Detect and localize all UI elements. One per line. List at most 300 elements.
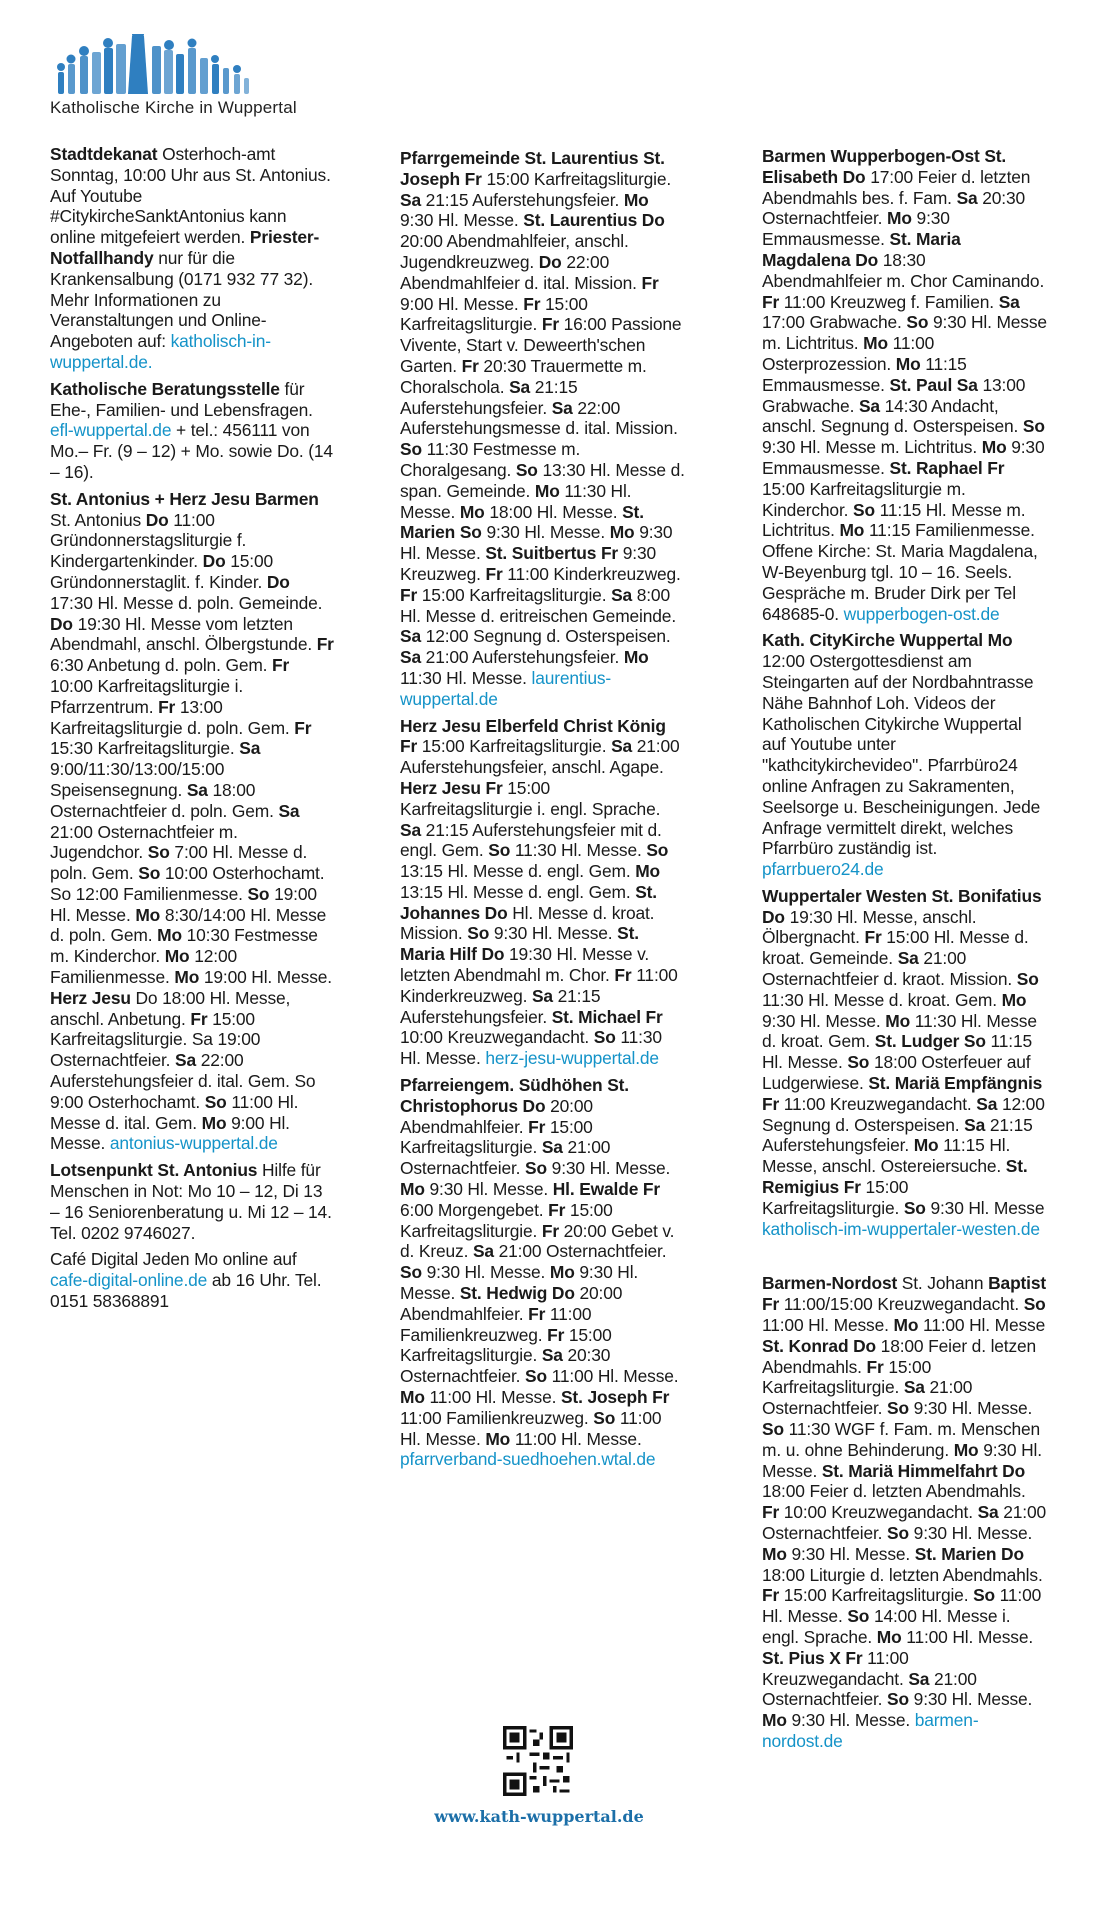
day-or-church-label: So — [906, 312, 929, 333]
schedule-text: 9:30 Hl. Messe. — [481, 522, 610, 543]
schedule-text: 11:30 Hl. Messe d. kroat. Gem. — [762, 989, 1002, 1010]
schedule-text: 21:00 Osternachtfeier. — [762, 1502, 1046, 1543]
schedule-text: 11:30 Festmesse m. Choralgesang. — [400, 439, 581, 480]
day-or-church-label: So — [525, 1158, 547, 1179]
schedule-text: ab 16 Uhr. Tel. 0151 58368891 — [50, 1270, 322, 1312]
parish-block — [400, 148, 685, 710]
parish-block — [400, 1075, 685, 1470]
schedule-text: 21:00 Osternachtfeier. — [493, 1241, 667, 1262]
church-figures-logo-icon — [48, 34, 318, 96]
parish-block — [762, 886, 1047, 1240]
website-link[interactable]: pfarrbuero24.de — [762, 859, 884, 880]
parish-heading: Katholische Beratungsstelle — [50, 378, 280, 399]
day-or-church-label: Mo — [893, 1315, 919, 1336]
day-or-church-label: Fr — [528, 1116, 546, 1137]
day-or-church-label: Fr — [294, 717, 312, 738]
day-or-church-label: St. Paul Sa — [889, 374, 978, 395]
day-or-church-label: So — [593, 1407, 616, 1428]
schedule-text: 11:30 Hl. Messe. — [400, 1027, 662, 1069]
day-or-church-label: Sa — [541, 1137, 563, 1158]
schedule-text: 18:00 Feier d. letzen Abendmahls. — [762, 1335, 1037, 1377]
schedule-text: Café Digital Jeden Mo online auf — [50, 1249, 297, 1270]
schedule-text: 12:00 Familienmesse. — [50, 946, 237, 988]
schedule-text: 9:30 Hl. Messe. — [786, 1543, 915, 1564]
day-or-church-label: So — [400, 439, 422, 460]
schedule-text: nur für die Krankensalbung (0171 932 77 32). Mehr Informationen zu Veranstaltungen und Online-Angeboten auf: — [50, 247, 314, 352]
day-or-church-label: Sa — [977, 1502, 999, 1523]
day-or-church-label: Sa — [858, 395, 880, 416]
day-or-church-label: St. Michael Fr — [551, 1006, 663, 1027]
schedule-text: 11:00 Kreuzwegandacht. — [779, 1093, 977, 1114]
day-or-church-label: Mo — [609, 522, 635, 543]
schedule-text: 11:00 Familienkreuzweg. — [400, 1303, 592, 1345]
schedule-text: 11:00 Kreuzwegandacht. — [762, 1647, 909, 1689]
parish-block — [762, 1273, 1047, 1751]
schedule-text: 15:00 Gründonnerstaglit. f. Kinder. — [50, 551, 273, 592]
schedule-text: 22:00 Auferstehungsfeier d. ital. Gem. So 9:00 Osterhochamt. — [50, 1050, 316, 1112]
schedule-text: 11:00 Kinderkreuzweg. — [502, 563, 681, 584]
day-or-church-label: St. Marien Do — [914, 1543, 1024, 1564]
day-or-church-label: Mo — [895, 353, 921, 374]
day-or-church-label: Mo — [623, 189, 649, 210]
schedule-text: 15:00 Karfreitagsliturgie. — [400, 1324, 612, 1366]
parish-block — [50, 489, 335, 1155]
day-or-church-label: Sa — [897, 948, 919, 969]
day-or-church-label: Sa — [611, 584, 633, 605]
day-or-church-label: Christ König Fr — [400, 715, 666, 757]
day-or-church-label: Mo — [839, 520, 865, 541]
schedule-text: 17:00 Grabwache. — [762, 312, 907, 333]
day-or-church-label: St. Marien So — [400, 501, 644, 543]
schedule-text: für Ehe-, Familien- und Lebensfragen. — [50, 378, 313, 420]
day-or-church-label: St. Raphael Fr — [889, 457, 1005, 478]
schedule-text: 21:15 Auferstehungsfeier. — [400, 376, 578, 418]
schedule-text: 15:00 Karfreitagsliturgie. — [417, 584, 612, 605]
day-or-church-label: So — [247, 883, 270, 904]
website-link[interactable]: barmen-nordost.de — [762, 1710, 979, 1751]
day-or-church-label: St. Maria Hilf Do — [400, 923, 639, 965]
day-or-church-label: Hl. Ewalde Fr — [552, 1179, 661, 1200]
schedule-text: 9:30 Hl. Messe. — [786, 1710, 915, 1731]
schedule-text: 9:30 Hl. Messe m. Lichtritus. — [762, 312, 1047, 354]
day-or-church-label: Sa — [976, 1093, 998, 1114]
schedule-text: 15:00 Karfreitagsliturgie. — [779, 1585, 974, 1606]
schedule-text: 15:00 Karfreitagsliturgie. — [481, 168, 672, 189]
day-or-church-label: Mo — [157, 925, 182, 946]
day-or-church-label: Sa — [903, 1377, 925, 1398]
day-or-church-label: Mo — [623, 647, 649, 668]
schedule-text: 15:30 Karfreitagsliturgie. — [50, 738, 240, 759]
schedule-text: 13:00 Karfreitagsliturgie d. poln. Gem. — [50, 696, 295, 738]
schedule-text: 9:00 Hl. Messe. — [50, 1112, 290, 1154]
column-left — [50, 144, 335, 1318]
schedule-text: 21:00 Osternachtfeier. — [762, 1377, 973, 1419]
schedule-text: 17:00 Feier d. letzten Abendmahls bes. f. Fam. — [762, 166, 1031, 208]
schedule-text: 9:30 Hl. Messe. — [489, 923, 618, 944]
day-or-church-label: So — [515, 459, 538, 480]
day-or-church-label: Fr — [547, 1324, 565, 1345]
schedule-text: 7:00 Hl. Messe d. poln. Gem. — [50, 842, 308, 884]
day-or-church-label: Herz Jesu Fr — [400, 777, 503, 798]
schedule-text: 11:00 Familienkreuzweg. — [400, 1407, 594, 1428]
schedule-text: 18:00 Osterfeuer auf Ludgerwiese. — [762, 1052, 1031, 1094]
day-or-church-label: Do — [266, 571, 290, 592]
day-or-church-label: Sa — [239, 738, 261, 759]
schedule-text: 20:30 Osternachtfeier. — [762, 187, 1025, 229]
schedule-text: 21:00 Osternachtfeier m. Jugendchor. — [50, 821, 238, 863]
schedule-text: 12:00 Segnung d. Osterspeisen. — [762, 1093, 1045, 1135]
day-or-church-label: Sa — [551, 397, 573, 418]
day-or-church-label: St. Johannes Do — [400, 881, 657, 923]
schedule-text: 15:00 Karfreitagsliturgie. — [417, 736, 612, 757]
schedule-text: 20:00 Abendmahlfeier. — [400, 1283, 623, 1324]
schedule-text: 11:00 Gründonnerstagsliturgie f. Kindergartenkinder. — [50, 509, 247, 572]
schedule-text: 17:30 Hl. Messe d. poln. Gemeinde. — [50, 592, 323, 613]
day-or-church-label: Fr — [158, 696, 176, 717]
schedule-text: 11:30 Hl. Messe. — [400, 667, 532, 688]
parish-heading: Barmen-Nordost — [762, 1273, 898, 1294]
schedule-text: 21:15 Auferstehungsfeier. — [762, 1114, 1033, 1156]
schedule-text: 15:00 Karfreitagsliturgie. — [400, 293, 588, 335]
day-or-church-label: Fr — [272, 655, 290, 676]
schedule-text: 18:00 Feier d. letzten Abendmahls. — [762, 1481, 1026, 1502]
schedule-text: 15:00 Karfreitagsliturgie. — [762, 1356, 932, 1398]
website-link[interactable]: katholisch-in-wuppertal.de. — [50, 331, 271, 372]
schedule-text: 6:00 Morgengebet. — [400, 1199, 549, 1220]
schedule-text: 10:30 Festmesse m. Kinderchor. — [50, 925, 318, 967]
schedule-text: 11:30 Hl. Messe d. kroat. Gem. — [762, 1010, 1037, 1052]
schedule-text: 11:15 Hl. Messe. — [762, 1031, 1033, 1073]
day-or-church-label: So — [1016, 969, 1039, 990]
day-or-church-label: Do — [50, 613, 73, 634]
schedule-text: 11:00/15:00 Kreuzwegandacht. — [779, 1294, 1024, 1315]
schedule-text: 13:30 Hl. Messe d. span. Gemeinde. — [400, 459, 685, 501]
schedule-text: Hilfe für Menschen in Not: Mo 10 – 12, Di 13 – 16 Seniorenberatung u. Mi 12 – 14. Tel. 0202 9746027. — [50, 1160, 332, 1243]
schedule-text: 21:00 Osternachtfeier. — [400, 1137, 611, 1179]
website-link[interactable]: katholisch-im-wuppertaler-westen.de — [762, 1218, 1040, 1239]
schedule-text: 9:30 Emmausmesse. — [762, 437, 1045, 478]
schedule-text: 11:00 Hl. Messe. — [424, 1387, 561, 1408]
day-or-church-label: Fr — [400, 584, 418, 605]
day-or-church-label: Mo — [762, 1543, 787, 1564]
schedule-text: 19:00 Hl. Messe. — [199, 967, 332, 988]
parish-block — [50, 379, 335, 483]
schedule-text: 12:00 Segnung d. Osterspeisen. — [420, 626, 671, 647]
website-link[interactable]: herz-jesu-wuppertal.de — [485, 1048, 659, 1069]
schedule-text: 9:00/11:30/13:00/15:00 Speisensegnung. — [50, 759, 225, 800]
schedule-text: 9:30 Kreuzweg. — [400, 543, 656, 584]
day-or-church-label: St. Remigius Fr — [762, 1156, 1028, 1198]
parish-block — [50, 1249, 335, 1311]
day-or-church-label: Mo — [635, 861, 661, 882]
schedule-text: 9:00 Hl. Messe. — [400, 293, 524, 314]
schedule-text: 21:00 Auferstehungsfeier, anschl. Agape. — [400, 736, 680, 778]
day-or-church-label: So — [903, 1197, 926, 1218]
schedule-text: 10:00 Kreuzwegandacht. — [400, 1027, 594, 1048]
schedule-text: 15:00 Hl. Messe d. kroat. Gemeinde. — [762, 927, 1029, 969]
schedule-text: 20:00 Abendmahlfeier, anschl. Jugendkreuzweg. — [400, 231, 629, 272]
day-or-church-label: Mo — [762, 1710, 787, 1731]
day-or-church-label: St. Mariä Himmelfahrt Do — [821, 1460, 1026, 1481]
schedule-text: 13:15 Hl. Messe d. engl. Gem. — [400, 881, 636, 902]
schedule-text: 14:00 Hl. Messe i. engl. Sprache. — [762, 1606, 1011, 1647]
schedule-text: 13:15 Hl. Messe d. engl. Gem. — [400, 861, 636, 882]
day-or-church-label: So — [887, 1523, 909, 1543]
day-or-church-label: St. Bonifatius Do — [762, 885, 1042, 927]
day-or-church-label: St. Konrad Do — [762, 1335, 876, 1356]
schedule-text: 13:00 Grabwache. — [762, 374, 1026, 416]
day-or-church-label: Mo — [885, 1010, 911, 1031]
day-or-church-label: Sa — [175, 1050, 197, 1071]
schedule-text: 22:00 Abendmahlfeier d. ital. Mission. — [400, 251, 642, 293]
day-or-church-label: So — [1022, 416, 1045, 437]
day-or-church-label: So — [1023, 1294, 1046, 1315]
schedule-text: 22:00 Auferstehungsmesse d. ital. Mission. — [400, 397, 678, 439]
parish-heading: Pfarrgemeinde St. Laurentius — [400, 148, 639, 168]
day-or-church-label: Priester-Notfallhandy — [50, 227, 320, 268]
schedule-text: 11:30 Hl. Messe. — [510, 840, 647, 861]
day-or-church-label: St. Ludger So — [874, 1031, 986, 1052]
day-or-church-label: So — [973, 1585, 995, 1606]
schedule-text: 19:30 Hl. Messe v. letzten Abendmahl m. Chor. — [400, 944, 650, 986]
schedule-text: 9:30 Hl. Messe. — [762, 1010, 886, 1031]
parish-heading: St. Antonius + Herz Jesu — [50, 488, 251, 509]
schedule-text: 15:00 Karfreitagsliturgie. — [762, 1177, 909, 1218]
day-or-church-label: Fr — [762, 291, 780, 312]
schedule-text: 18:00 Hl. Messe. — [484, 501, 623, 522]
day-or-church-label: Do — [202, 551, 226, 572]
schedule-text: 11:00 Osterprozession. — [762, 333, 935, 374]
schedule-text: 9:30 Hl. Messe. — [908, 1523, 1033, 1543]
schedule-text: 15:00 Karfreitagsliturgie m. Kinderchor. — [762, 478, 966, 520]
schedule-text: 11:00 Hl. Messe. — [901, 1626, 1034, 1647]
parish-block — [50, 1160, 335, 1243]
website-link[interactable]: pfarrverband-suedhoehen.wtal.de — [400, 1449, 656, 1470]
day-or-church-label: St. Elisabeth Do — [762, 146, 1007, 187]
schedule-text: 9:30 Hl. Messe. — [908, 1398, 1033, 1419]
day-or-church-label: So — [525, 1366, 547, 1387]
schedule-text: 10:00 Kreuzwegandacht. — [779, 1502, 978, 1523]
spacer — [762, 1245, 1047, 1273]
parish-heading: Herz Jesu Elberfeld — [400, 715, 559, 736]
day-or-church-label: So — [467, 923, 490, 944]
day-or-church-label: Fr — [541, 314, 559, 335]
day-or-church-label: Mo — [953, 1439, 979, 1460]
schedule-text: 9:30 Hl. Messe. — [400, 1262, 639, 1304]
schedule-text: 11:00 Hl. Messe. — [510, 1428, 642, 1449]
day-or-church-label: Fr — [528, 1303, 546, 1324]
schedule-text: 18:30 Abendmahlfeier m. Chor Caminando. — [762, 249, 1045, 291]
parish-block — [762, 146, 1047, 624]
website-link[interactable]: efl-wuppertal.de — [50, 420, 172, 441]
parish-heading: Wuppertaler Westen — [762, 885, 927, 906]
day-or-church-label: Mo — [485, 1428, 511, 1449]
schedule-text: 9:30 Hl. Messe. — [421, 1262, 550, 1283]
schedule-text: 20:00 Abendmahlfeier. — [400, 1095, 593, 1137]
day-or-church-label: St. Hedwig Do — [459, 1283, 575, 1304]
schedule-text: 12:00 Ostergottesdienst am Steingarten auf der Nordbahntrasse Nähe Bahnhof Loh. Videos der Katholischen Citykirche Wuppertal auf Youtube unter "kathcitykirchevideo". Pfarrbüro24 online Anfragen zu Sakramenten, Seelsorge u. Bescheinigungen. Jede Anfrage vermittelt direkt, welches Pfarrbüro zuständig ist. — [762, 651, 1041, 859]
schedule-text: 11:00 Kinderkreuzweg. — [400, 965, 678, 1006]
website-link[interactable]: wupperbogen-ost.de — [843, 603, 1000, 624]
day-or-church-label: So — [204, 1091, 227, 1112]
day-or-church-label: Mo — [549, 1262, 575, 1283]
day-or-church-label: Mo — [534, 480, 560, 501]
day-or-church-label: Fr — [190, 1008, 208, 1029]
schedule-text: 19:00 Hl. Messe. — [50, 883, 317, 925]
day-or-church-label: Mo — [913, 1135, 939, 1156]
column-right — [762, 146, 1047, 1758]
day-or-church-label: Mo — [987, 630, 1013, 651]
day-or-church-label: St. Christophorus Do — [400, 1075, 629, 1116]
schedule-text: 15:00 Karfreitagsliturgie. — [400, 1199, 613, 1241]
day-or-church-label: Mo — [201, 1112, 227, 1133]
parish-heading: Pfarreiengem. Südhöhen — [400, 1075, 603, 1096]
schedule-text: 18:00 Osternachtfeier d. poln. Gem. — [50, 779, 279, 821]
day-or-church-label: Sa — [400, 819, 421, 840]
schedule-text: 9:30 Hl. Messe. — [400, 210, 524, 231]
schedule-text: Osterhoch-amt Sonntag, 10:00 Uhr aus St. Antonius. Auf Youtube #CitykircheSanktAntonius kann online mitgefeiert werden. — [50, 144, 331, 248]
day-or-church-label: Mo — [1001, 989, 1027, 1010]
day-or-church-label: Sa — [186, 779, 208, 800]
parish-heading: Barmen Wupperbogen-Ost — [762, 146, 980, 166]
schedule-text: 21:15 Auferstehungsfeier. — [420, 189, 624, 210]
day-or-church-label: Mo — [135, 904, 161, 925]
schedule-text: 15:00 Karfreitagsliturgie. Sa 19:00 Osternachtfeier. — [50, 1008, 261, 1071]
day-or-church-label: Fr — [614, 965, 632, 986]
day-or-church-label: St. Joseph Fr — [560, 1387, 670, 1408]
day-or-church-label: St. Joseph Fr — [400, 148, 665, 189]
day-or-church-label: So — [593, 1027, 616, 1048]
day-or-church-label: St. Laurentius Do — [523, 210, 665, 231]
parish-block — [50, 144, 335, 373]
schedule-text: Hl. Messe d. kroat. Mission. — [400, 902, 655, 944]
schedule-text: 11:30 Hl. Messe. — [400, 480, 632, 522]
schedule-text: 21:15 Auferstehungsfeier mit d. engl. Gem. — [400, 819, 662, 861]
day-or-church-label: Fr — [485, 563, 503, 584]
qr-code-icon — [503, 1726, 573, 1796]
schedule-text: St. Antonius — [50, 509, 146, 530]
day-or-church-label: Mo — [174, 967, 200, 988]
schedule-text: 11:00 Hl. Messe. — [546, 1366, 679, 1387]
day-or-church-label: St. Maria Magdalena Do — [762, 229, 961, 270]
day-or-church-label: Mo — [887, 208, 912, 229]
schedule-text: 21:00 Osternachtfeier d. kraot. Mission. — [762, 948, 1017, 990]
day-or-church-label: Mo — [164, 946, 190, 967]
parish-block — [400, 716, 685, 1070]
schedule-text: 9:30 Hl. Messe. — [908, 1689, 1033, 1710]
day-or-church-label: Fr — [864, 927, 882, 948]
day-or-church-label: Fr — [523, 293, 541, 314]
day-or-church-label: So — [646, 840, 669, 861]
website-link[interactable]: laurentius-wuppertal.de — [400, 667, 612, 709]
parish-heading: Kath. CityKirche Wuppertal — [762, 630, 983, 651]
schedule-text: St. Johann — [901, 1273, 989, 1294]
schedule-text: 6:30 Anbetung d. poln. Gem. — [50, 655, 273, 676]
day-or-church-label: So — [847, 1606, 870, 1627]
day-or-church-label: Sa — [400, 626, 421, 647]
day-or-church-label: Sa — [908, 1668, 930, 1689]
day-or-church-label: St. Suitbertus Fr — [485, 543, 619, 564]
day-or-church-label: Fr — [541, 1220, 559, 1241]
schedule-text: 9:30 Hl. Messe m. Lichtritus. — [762, 437, 982, 458]
website-link[interactable]: antonius-wuppertal.de — [109, 1133, 278, 1154]
day-or-church-label: So — [847, 1052, 870, 1073]
schedule-text: 18:00 Liturgie d. letzten Abendmahls. — [762, 1564, 1043, 1585]
day-or-church-label: Sa — [998, 291, 1020, 312]
column-middle — [400, 148, 685, 1476]
logo — [48, 34, 328, 122]
day-or-church-label: So — [400, 1262, 422, 1283]
schedule-text: 20:30 Trauermette m. Choralschola. — [400, 355, 647, 397]
schedule-text: 11:15 Hl. Messe m. Lichtritus. — [762, 499, 1026, 541]
schedule-text: 9:30 Hl. Messe. — [762, 1439, 1042, 1481]
schedule-text: 9:30 Hl. Messe. — [546, 1158, 671, 1179]
day-or-church-label: St. Mariä Empfängnis Fr — [762, 1073, 1043, 1114]
schedule-text: 8:00 Hl. Messe d. eritreischen Gemeinde. — [400, 584, 677, 626]
day-or-church-label: Mo — [981, 437, 1007, 458]
day-or-church-label: Sa — [541, 1345, 563, 1366]
schedule-text: 14:30 Andacht, anschl. Segnung d. Osterspeisen. — [762, 395, 1023, 437]
day-or-church-label: Fr — [316, 634, 334, 655]
website-link[interactable]: www.kath-wuppertal.de — [434, 1807, 644, 1826]
day-or-church-label: Sa — [611, 736, 633, 757]
day-or-church-label: Fr — [548, 1199, 566, 1220]
logo-text: Katholische Kirche in Wuppertal — [50, 98, 297, 117]
schedule-text: 10:00 Karfreitagsliturgie i. Pfarrzentrum. — [50, 675, 243, 717]
day-or-church-label: Herz Jesu — [50, 987, 131, 1008]
schedule-text: 11:00 Hl. Messe — [918, 1315, 1046, 1336]
day-or-church-label: Mo — [400, 1179, 425, 1200]
day-or-church-label: Baptist Fr — [762, 1273, 1047, 1315]
day-or-church-label: So — [887, 1689, 909, 1710]
schedule-text: 21:00 Auferstehungsfeier. — [420, 647, 624, 668]
schedule-text: 15:00 Karfreitagsliturgie i. engl. Sprache. — [400, 777, 661, 819]
website-link[interactable]: cafe-digital-online.de — [50, 1270, 208, 1291]
schedule-text: 20:00 Gebet v. d. Kreuz. — [400, 1220, 675, 1262]
day-or-church-label: Fr — [866, 1356, 884, 1377]
day-or-church-label: Fr — [461, 355, 479, 376]
day-or-church-label: Sa — [956, 187, 978, 208]
schedule-text: 11:00 Hl. Messe. — [400, 1407, 662, 1449]
day-or-church-label: Mo — [400, 1387, 425, 1408]
schedule-text: 11:00 Hl. Messe d. ital. Gem. — [50, 1091, 299, 1133]
day-or-church-label: Sa — [531, 985, 553, 1006]
day-or-church-label: Fr — [762, 1585, 780, 1606]
schedule-text: 15:00 Karfreitagsliturgie. — [400, 1116, 593, 1158]
day-or-church-label: Sa — [472, 1241, 494, 1262]
schedule-text: 11:30 WGF f. Fam. m. Menschen m. u. ohne Behinderung. — [762, 1419, 1041, 1460]
schedule-text: 9:30 Emmausmesse. — [762, 208, 950, 250]
parish-block — [762, 630, 1047, 880]
day-or-church-label: So — [488, 840, 511, 861]
day-or-church-label: Fr — [762, 1502, 780, 1523]
schedule-text: 19:30 Hl. Messe vom letzten Abendmahl, anschl. Ölbergstunde. — [50, 613, 317, 655]
day-or-church-label: Sa — [278, 800, 300, 821]
schedule-text: 21:00 Osternachtfeier. — [762, 1668, 977, 1710]
day-or-church-label: Sa — [400, 189, 421, 210]
day-or-church-label: So — [762, 1419, 784, 1440]
schedule-text: 11:15 Hl. Messe, anschl. Ostereiersuche. — [762, 1135, 1011, 1177]
schedule-text: 21:15 Auferstehungsfeier. — [400, 985, 601, 1027]
day-or-church-label: Mo — [459, 501, 485, 522]
schedule-text: 19:30 Hl. Messe, anschl. Ölbergnacht. — [762, 906, 977, 948]
day-or-church-label: Sa — [964, 1114, 986, 1135]
day-or-church-label: Do — [538, 251, 562, 272]
day-or-church-label: Fr — [641, 272, 659, 293]
parish-heading: Lotsenpunkt St. Antonius — [50, 1160, 258, 1181]
day-or-church-label: So — [147, 842, 170, 863]
schedule-text: 9:30 Hl. Messe. — [424, 1179, 553, 1200]
